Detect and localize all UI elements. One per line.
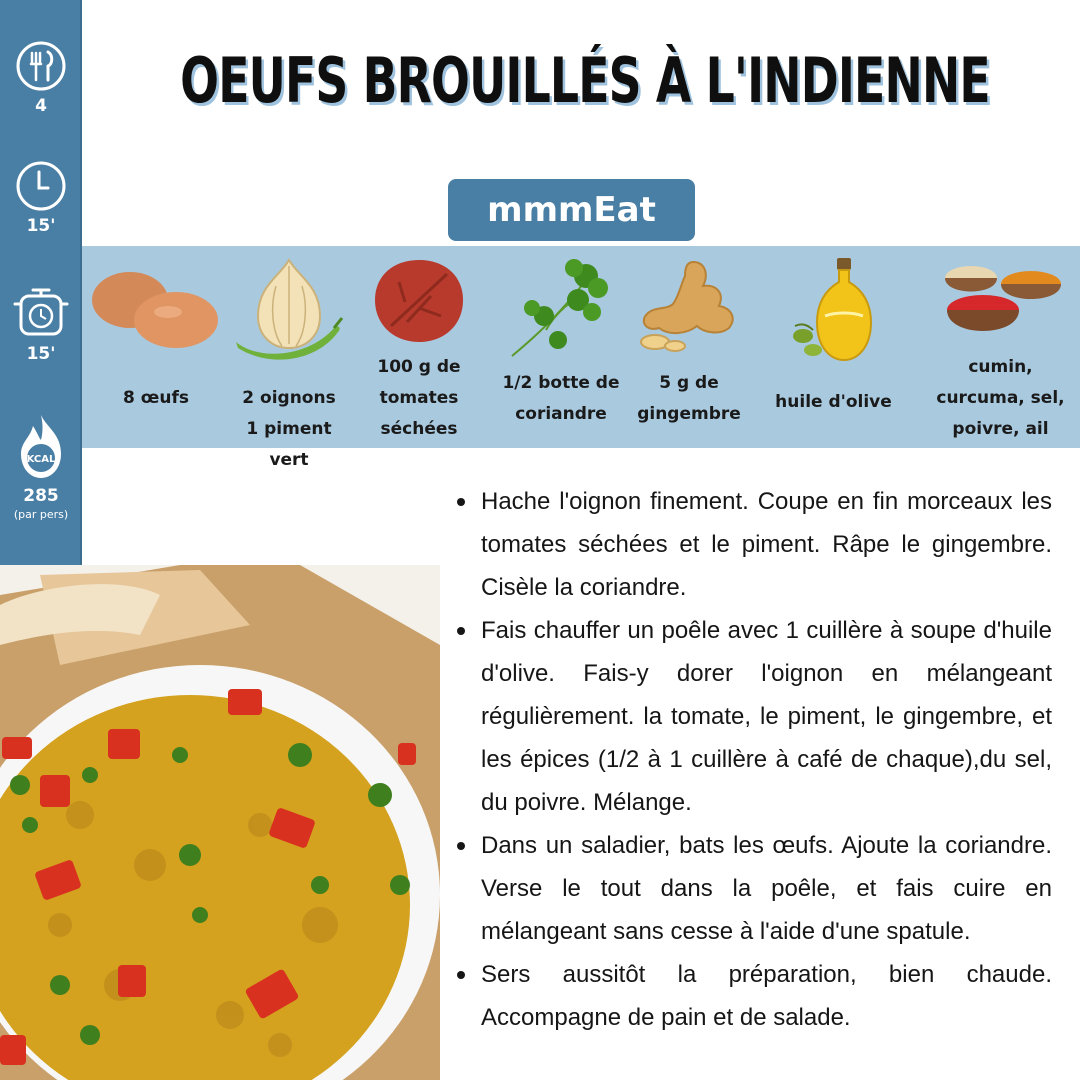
dried-tomato-icon: [371, 256, 467, 346]
flame-kcal-icon: [13, 412, 69, 482]
step-item: Dans un saladier, bats les œufs. Ajoute la coriandre. Verse le tout dans la poêle, et fais cuire en mélangeant sans cesse à l'aide d'une spatule.: [457, 824, 1052, 953]
kcal-badge: KCAL: [26, 454, 56, 465]
step-item: Hache l'oignon finement. Coupe en fin morceaux les tomates séchées et le piment. Râpe le gingembre. Cisèle la coriandre.: [457, 480, 1052, 609]
ingredient-spices: [921, 246, 1080, 448]
ingredient-label: 5 g de gingembre: [637, 373, 741, 424]
onion-chili-icon: [230, 256, 348, 366]
ingredient-onion: [230, 246, 348, 470]
cook-time-value: 15': [26, 344, 56, 364]
scrambled-eggs-image: [0, 565, 440, 1080]
calories-unit: (par pers): [13, 508, 69, 521]
servings-info: [0, 40, 82, 116]
fork-knife-icon: [15, 40, 67, 92]
ingredients-band: [82, 246, 1080, 470]
ingredient-eggs: [82, 246, 230, 448]
step-item: Sers aussitôt la préparation, bien chaude. Accompagne de pain et de salade.: [457, 953, 1052, 1039]
ingredient-coriander: [490, 246, 632, 448]
ingredient-label: 2 oignons 1 piment vert: [242, 388, 336, 470]
step-item: Fais chauffer un poêle avec 1 cuillère à soupe d'huile d'olive. Fais-y dorer l'oignon en mélangeant régulièrement. la tomate, le piment, le gingembre, et les épices (1/2 à 1 cuillère à café de chaque),du sel, du poivre. Mélange.: [457, 609, 1052, 824]
brand-badge: mmmEat: [448, 179, 695, 241]
ingredient-label: 8 œufs: [123, 388, 189, 408]
steps-list: [457, 480, 1052, 1039]
recipe-steps: [457, 480, 1052, 1039]
olive-oil-icon: [789, 256, 879, 366]
calories-value: 285: [23, 486, 59, 506]
servings-value: 4: [35, 96, 47, 116]
ingredient-olive-oil: [746, 246, 921, 448]
dish-photo: [0, 565, 440, 1080]
info-sidebar: [0, 0, 82, 612]
clock-icon: [15, 160, 67, 212]
ingredient-ginger: [632, 246, 746, 448]
ingredient-label: cumin, curcuma, sel, poivre, ail: [936, 357, 1065, 439]
spice-bowls-icon: [935, 256, 1067, 342]
prep-time-value: 15': [26, 216, 56, 236]
cook-time-info: [0, 284, 82, 364]
calories-info: [0, 412, 82, 521]
coriander-icon: [506, 256, 616, 360]
cooking-pot-icon: [11, 284, 71, 340]
eggs-icon: [88, 262, 224, 352]
ingredient-label: 1/2 botte de coriandre: [502, 373, 620, 424]
ginger-icon: [633, 256, 745, 352]
prep-time-info: [0, 160, 82, 236]
ingredient-label: huile d'olive: [775, 392, 892, 412]
ingredient-label: 100 g de tomates séchées: [377, 357, 461, 439]
page-title: OEUFS BROUILLÉS À L'INDIENNE: [180, 44, 990, 117]
ingredient-tomatoes: [348, 246, 490, 448]
